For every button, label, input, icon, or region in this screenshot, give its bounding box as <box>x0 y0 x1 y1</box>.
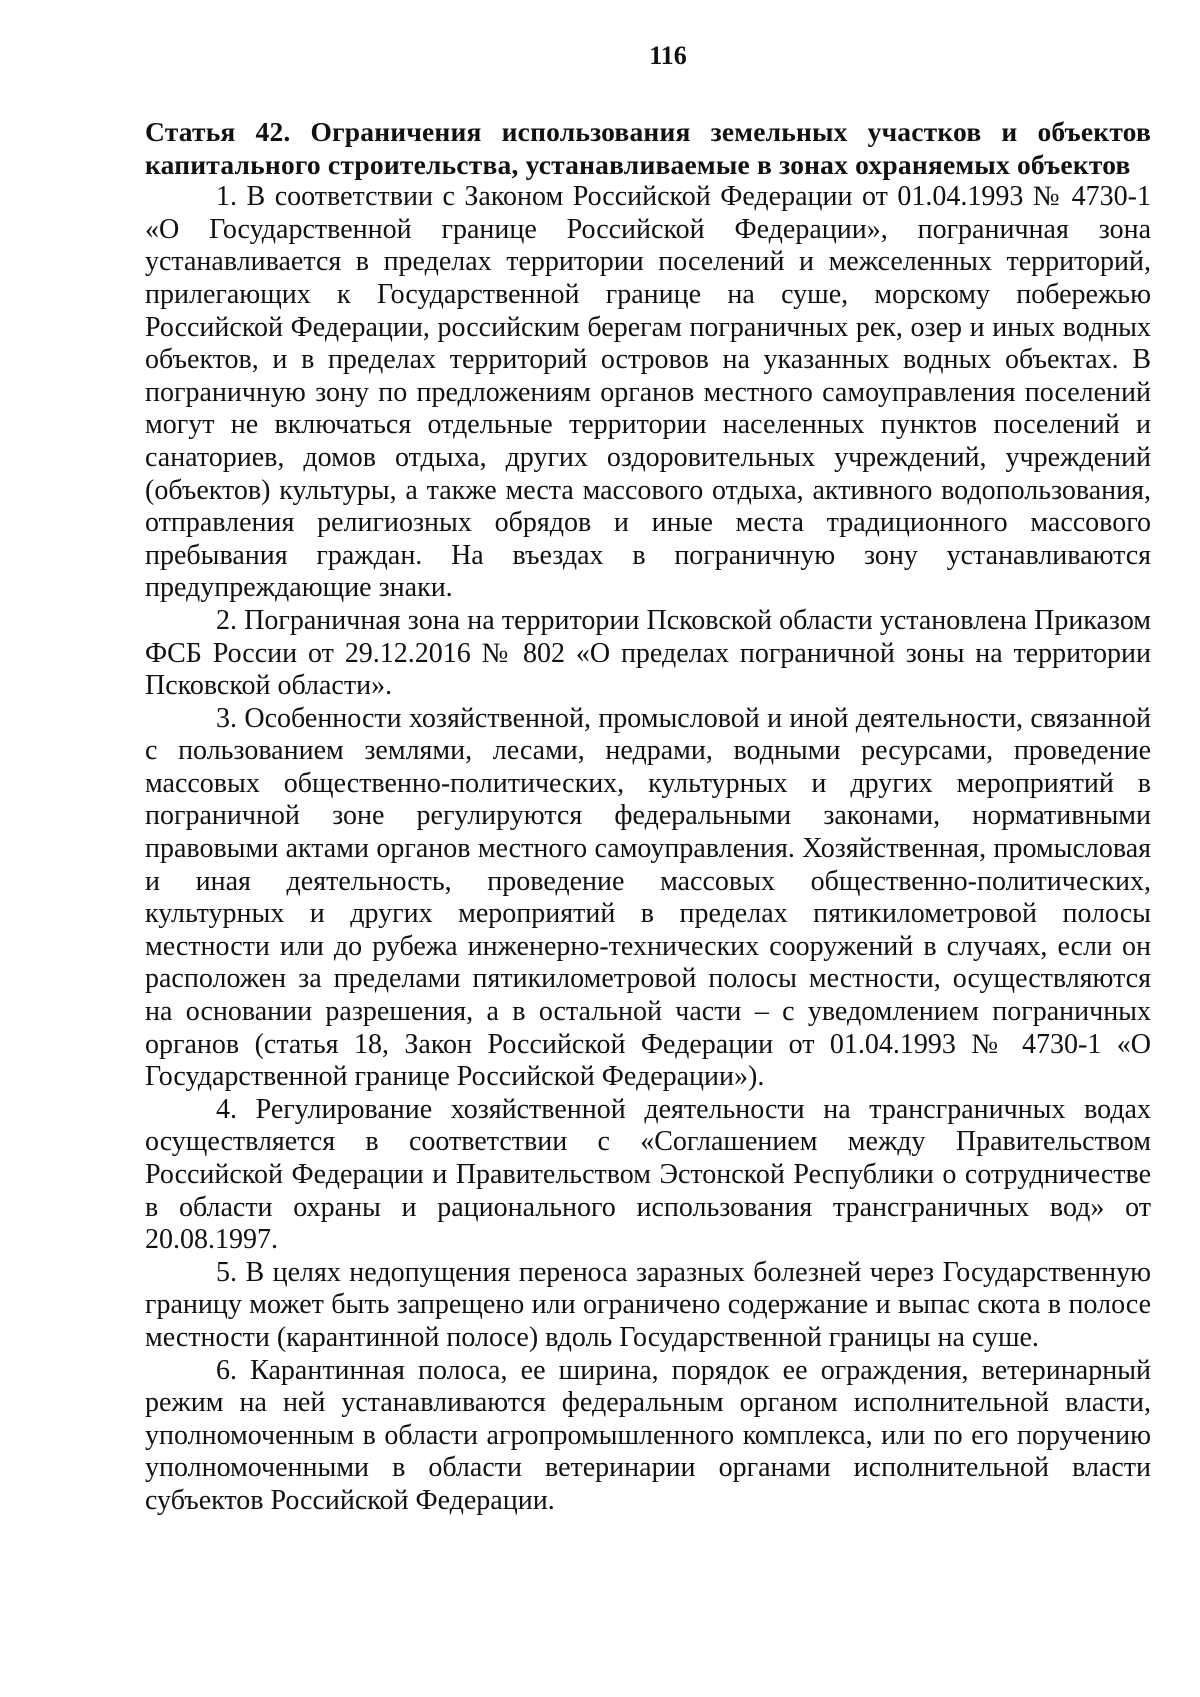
paragraph-1: 1. В соответствии с Законом Российской Федерации от 01.04.1993 № 4730-1 «О Государственной границе Российской Федерации», пограничная зона устанавливается в пределах территории поселений и межселенных территорий, прилегающих к Государственной границе на суше, морскому побережью Российской Федерации, российским берегам пограничных рек, озер и иных водных объектов, и в пределах территорий островов на указанных водных объектах. В пограничную зону по предложениям органов местного самоуправления поселений могут не включаться отдельные территории населенных пунктов поселений и санаториев, домов отдыха, других оздоровительных учреждений, учреждений (объектов) культуры, а также места массового отдыха, активного водопользования, отправления религиозных обрядов и иные места традиционного массового пребывания граждан. На въездах в пограничную зону устанавливаются предупреждающие знаки. <box>145 181 1151 604</box>
paragraph-6: 6. Карантинная полоса, ее ширина, порядок ее ограждения, ветеринарный режим на ней устанавливаются федеральным органом исполнительной власти, уполномоченным в области агропромышленного комплекса, или по его поручению уполномоченными в области ветеринарии органами исполнительной власти субъектов Российской Федерации. <box>145 1354 1151 1516</box>
article-title: Статья 42. Ограничения использования земельных участков и объектов капитального строительства, устанавливаемые в зонах охраняемых объектов <box>145 116 1151 180</box>
paragraph-5: 5. В целях недопущения переноса заразных болезней через Государственную границу может быть запрещено или ограничено содержание и выпас скота в полосе местности (карантинной полосе) вдоль Государственной границы на суше. <box>145 1256 1151 1353</box>
document-page <box>145 40 1151 1518</box>
paragraph-4: 4. Регулирование хозяйственной деятельности на трансграничных водах осуществляется в соответствии с «Соглашением между Правительством Российской Федерации и Правительством Эстонской Республики о сотрудничестве в области охраны и рационального использования трансграничных вод» от 20.08.1997. <box>145 1093 1151 1256</box>
page-number: 116 <box>649 41 687 70</box>
paragraph-3: 3. Особенности хозяйственной, промысловой и иной деятельности, связанной с пользованием землями, лесами, недрами, водными ресурсами, проведение массовых общественно-политических, культурных и других мероприятий в пограничной зоне регулируются федеральными законами, нормативными правовыми актами органов местного самоуправления. Хозяйственная, промысловая и иная деятельность, проведение массовых общественно-политических, культурных и других мероприятий в пределах пятикилометровой полосы местности или до рубежа инженерно-технических сооружений в случаях, если он расположен за пределами пятикилометровой полосы местности, осуществляются на основании разрешения, а в остальной части – с уведомлением пограничных органов (статья 18, Закон Российской Федерации от 01.04.1993 № 4730-1 «О Государственной границе Российской Федерации»). <box>145 702 1151 1093</box>
paragraph-2: 2. Пограничная зона на территории Псковской области установлена Приказом ФСБ России от 29.12.2016 № 802 «О пределах пограничной зоны на территории Псковской области». <box>145 604 1151 702</box>
